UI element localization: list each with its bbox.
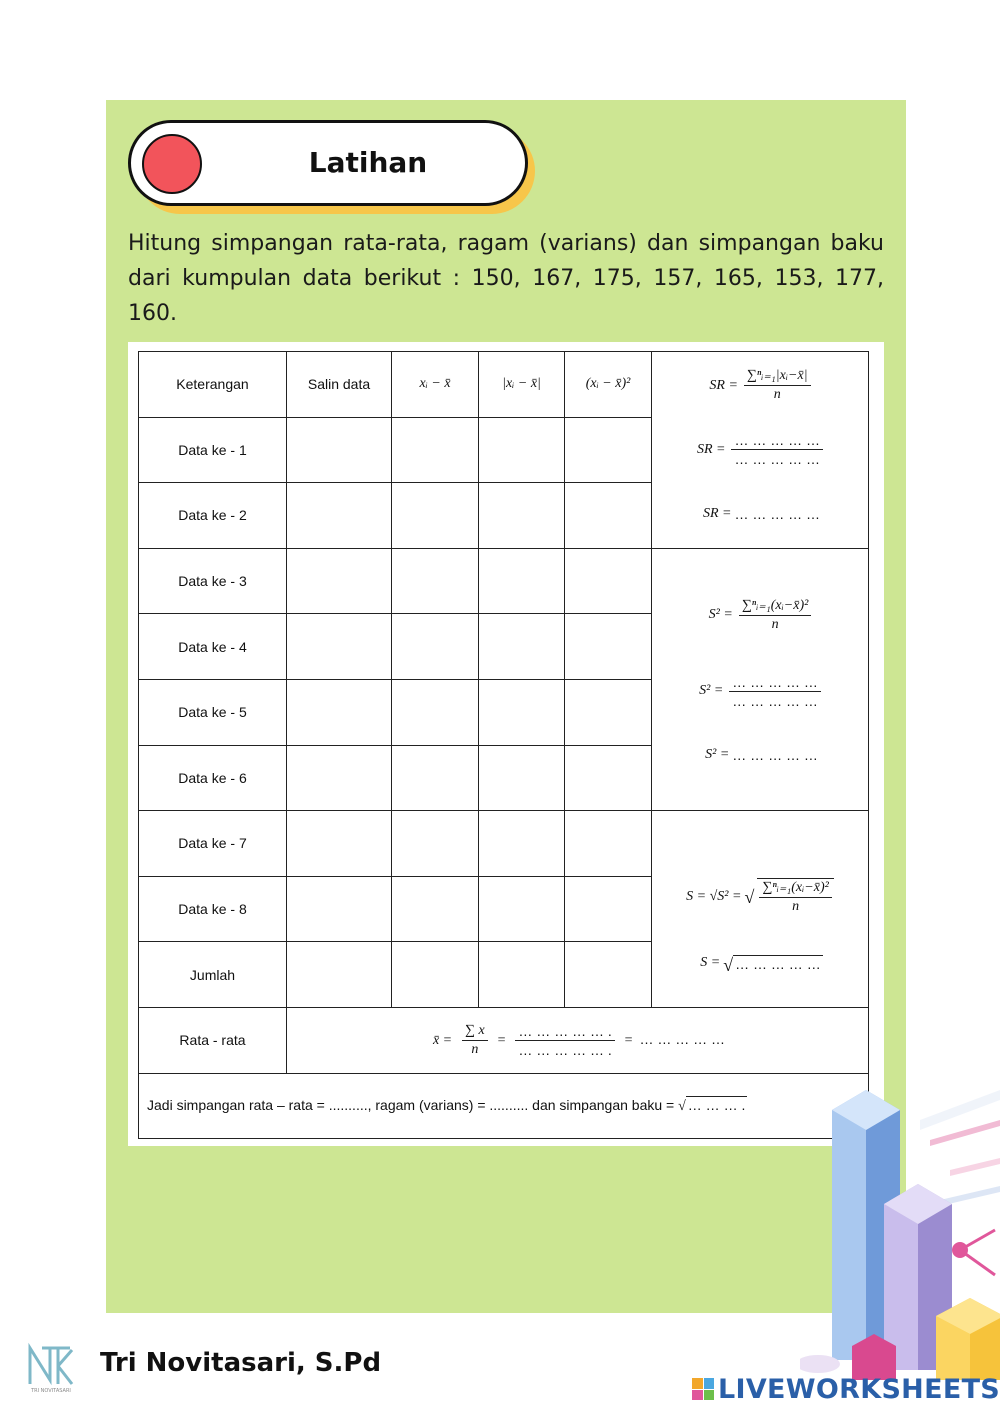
liveworksheets-mark-icon — [692, 1378, 714, 1400]
header-squared-deviation: (xᵢ − x̄)² — [565, 352, 652, 418]
conclusion-sqrt-blank[interactable]: … … … . — [687, 1096, 746, 1113]
answer-cell[interactable] — [565, 483, 652, 549]
answer-cell[interactable] — [392, 614, 479, 680]
answer-cell[interactable] — [479, 417, 565, 483]
answer-cell[interactable] — [392, 548, 479, 614]
header-abs-deviation: |xᵢ − x̄| — [479, 352, 565, 418]
worksheet-table-sheet — [128, 342, 884, 1146]
variance-formula-cell: S² = $\frac{\text{∑ⁿᵢ₌₁(xᵢ−x̄)²}}{n}$ S² = $\frac{\dots \dots \dots \dots \dots}{\dots \dots \dots \dots \dots}$ S² = … … … … … — [652, 548, 869, 810]
answer-cell[interactable] — [565, 745, 652, 811]
answer-cell[interactable] — [479, 876, 565, 942]
answer-cell[interactable] — [392, 942, 479, 1008]
answer-cell[interactable] — [479, 811, 565, 877]
answer-cell[interactable] — [479, 942, 565, 1008]
row-label: Data ke - 7 — [139, 811, 287, 877]
row-label: Data ke - 5 — [139, 679, 287, 745]
conclusion-cell — [139, 1073, 869, 1139]
row-label: Data ke - 3 — [139, 548, 287, 614]
answer-cell[interactable] — [392, 679, 479, 745]
answer-cell[interactable] — [565, 811, 652, 877]
mean-formula-cell: x̄ = $\frac{\sum x}{n}$ = $\frac{\dots \dots \dots \dots \dots .}{\dots \dots \dots \dots \dots .}$ = … … … … … — [287, 1007, 869, 1073]
variance-blank-numerator[interactable]: … … … … … — [729, 673, 821, 692]
worksheet-table — [138, 351, 869, 1139]
mean-result-blank[interactable]: … … … … … — [639, 1030, 726, 1047]
table-header-row — [139, 352, 869, 418]
answer-cell[interactable] — [287, 679, 392, 745]
answer-cell[interactable] — [565, 548, 652, 614]
conclusion-text: Jadi simpangan rata – rata = .........., ragam (varians) = .......... dan simpangan baku = — [147, 1096, 675, 1113]
answer-cell[interactable] — [287, 942, 392, 1008]
sr-blank-denominator[interactable]: … … … … … — [734, 451, 821, 468]
answer-cell[interactable] — [392, 876, 479, 942]
answer-cell[interactable] — [392, 417, 479, 483]
row-label: Data ke - 6 — [139, 745, 287, 811]
answer-cell[interactable] — [287, 483, 392, 549]
answer-cell[interactable] — [565, 417, 652, 483]
answer-cell[interactable] — [392, 745, 479, 811]
row-label: Data ke - 1 — [139, 417, 287, 483]
table-row-conclusion — [139, 1073, 869, 1139]
std-dev-formula-cell: S = √S² = √ $\frac{\text{∑ⁿᵢ₌₁(xᵢ−x̄)²}}{n}$ S = √ … … … … … — [652, 811, 869, 1008]
answer-cell[interactable] — [479, 614, 565, 680]
sr-result-blank[interactable]: … … … … … — [734, 505, 821, 522]
author-logo — [26, 1340, 76, 1394]
answer-cell[interactable] — [565, 942, 652, 1008]
sqrt-icon: √ — [723, 955, 734, 976]
answer-cell[interactable] — [479, 679, 565, 745]
sqrt-icon: √ — [678, 1098, 686, 1114]
table-row-mean — [139, 1007, 869, 1073]
answer-cell[interactable] — [565, 679, 652, 745]
answer-cell[interactable] — [565, 876, 652, 942]
variance-blank-denominator[interactable]: … … … … … — [732, 692, 818, 709]
row-label: Data ke - 4 — [139, 614, 287, 680]
sqrt-icon: √ — [744, 886, 755, 907]
sr-formula-cell: SR = $\frac{\text{∑ⁿᵢ₌₁|xᵢ−x̄|}}{n}$ SR = $\frac{\dots \dots \dots \dots \dots}{\dots \dots \dots \dots \dots}$ SR = … … … … … — [652, 352, 869, 549]
answer-cell[interactable] — [287, 745, 392, 811]
sr-blank-numerator[interactable]: … … … … … — [731, 431, 823, 450]
instruction-text: Hitung simpangan rata-rata, ragam (varians) dan simpangan baku dari kumpulan data berikut : 150, 167, 175, 157, 165, 153, 177, 160. — [128, 231, 884, 326]
row-label-jumlah: Jumlah — [139, 942, 287, 1008]
header-salin-data: Salin data — [287, 352, 392, 418]
author-logo-caption: TRI NOVITASARI — [31, 1388, 71, 1394]
std-dev-blank[interactable]: … … … … … — [735, 956, 821, 973]
answer-cell[interactable] — [287, 614, 392, 680]
mean-blank-denominator[interactable]: … … … … … . — [518, 1041, 612, 1058]
title-pill — [128, 120, 528, 206]
answer-cell[interactable] — [479, 483, 565, 549]
answer-cell[interactable] — [287, 811, 392, 877]
answer-cell[interactable] — [287, 417, 392, 483]
table-row — [139, 548, 869, 614]
answer-cell[interactable] — [287, 548, 392, 614]
answer-cell[interactable] — [479, 745, 565, 811]
header-keterangan: Keterangan — [139, 352, 287, 418]
bar-chart-decoration — [800, 1080, 1000, 1380]
red-dot-icon — [142, 134, 202, 194]
header-deviation: xᵢ − x̄ — [392, 352, 479, 418]
answer-cell[interactable] — [479, 548, 565, 614]
answer-cell[interactable] — [565, 614, 652, 680]
author-name: Tri Novitasari, S.Pd — [100, 1348, 382, 1378]
row-label: Data ke - 8 — [139, 876, 287, 942]
mean-blank-numerator[interactable]: … … … … … . — [515, 1022, 614, 1041]
page-title: Latihan — [308, 146, 428, 179]
row-label: Data ke - 2 — [139, 483, 287, 549]
answer-cell[interactable] — [392, 811, 479, 877]
liveworksheets-logo — [692, 1372, 1000, 1406]
liveworksheets-wordmark: LIVEWORKSHEETS — [718, 1373, 1000, 1405]
answer-cell[interactable] — [392, 483, 479, 549]
row-label-rata-rata: Rata - rata — [139, 1007, 287, 1073]
answer-cell[interactable] — [287, 876, 392, 942]
variance-result-blank[interactable]: … … … … … — [732, 747, 818, 764]
table-row — [139, 811, 869, 877]
